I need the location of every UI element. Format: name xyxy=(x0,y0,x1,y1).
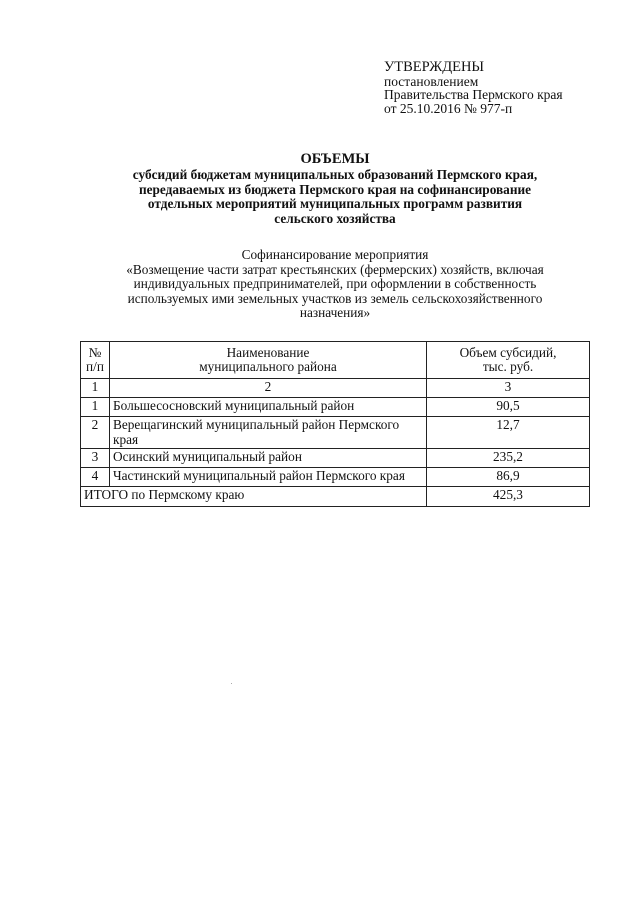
measure-description xyxy=(80,248,590,321)
measure-line: используемых ими земельных участков из земель сельскохозяйственного xyxy=(127,290,543,306)
table-total-row xyxy=(81,487,590,507)
measure-line: Софинансирование мероприятия xyxy=(241,247,429,262)
header-num-line: п/п xyxy=(86,359,104,374)
row-amount: 90,5 xyxy=(427,398,590,417)
total-amount: 425,3 xyxy=(427,487,590,507)
column-number: 3 xyxy=(427,379,590,398)
column-number: 1 xyxy=(81,379,110,398)
row-num: 2 xyxy=(81,417,110,449)
table-row xyxy=(81,449,590,468)
measure-line: назначения» xyxy=(299,305,371,320)
row-amount: 86,9 xyxy=(427,468,590,487)
approval-line: постановлением xyxy=(384,73,479,89)
header-num-line: № xyxy=(88,344,102,360)
row-num: 4 xyxy=(81,468,110,487)
table-row xyxy=(81,468,590,487)
total-label: ИТОГО по Пермскому краю xyxy=(81,487,427,507)
header-name-line: муниципального района xyxy=(199,359,337,374)
header-amount-line: тыс. руб. xyxy=(482,359,534,374)
table-row xyxy=(81,398,590,417)
approval-stamp xyxy=(384,61,563,115)
approval-heading: УТВЕРЖДЕНЫ xyxy=(384,59,485,75)
title-main: ОБЪЕМЫ xyxy=(300,151,370,167)
row-district: Осинский муниципальный район xyxy=(110,449,427,468)
row-num: 1 xyxy=(81,398,110,417)
table-header-row xyxy=(81,342,590,379)
header-num xyxy=(81,342,110,379)
subsidy-table xyxy=(80,341,590,507)
measure-line: индивидуальных предпринимателей, при оформлении в собственность xyxy=(133,276,537,291)
approval-line: Правительства Пермского края xyxy=(384,87,563,102)
title-sub-line: отдельных мероприятий муниципальных программ развития xyxy=(147,196,523,211)
header-amount-line: Объем субсидий, xyxy=(459,344,557,360)
measure-line: «Возмещение части затрат крестьянских (фермерских) хозяйств, включая xyxy=(126,261,544,277)
row-district: Верещагинский муниципальный район Пермского края xyxy=(110,417,427,449)
table-row xyxy=(81,417,590,449)
row-district: Частинский муниципальный район Пермского края xyxy=(110,468,427,487)
title-sub-line: субсидий бюджетам муниципальных образований Пермского края, xyxy=(132,167,538,182)
row-district: Большесосновский муниципальный район xyxy=(110,398,427,417)
row-amount: 12,7 xyxy=(427,417,590,449)
column-number-row xyxy=(81,379,590,398)
document-title xyxy=(80,151,590,226)
approval-date-number: от 25.10.2016 № 977-п xyxy=(384,100,513,116)
title-sub-line: сельского хозяйства xyxy=(274,210,396,226)
column-number: 2 xyxy=(110,379,427,398)
header-name-line: Наименование xyxy=(226,344,310,360)
row-amount: 235,2 xyxy=(427,449,590,468)
header-name xyxy=(110,342,427,379)
scan-speck xyxy=(231,683,232,684)
header-amount xyxy=(427,342,590,379)
title-sub-line: передаваемых из бюджета Пермского края на софинансирование xyxy=(138,181,532,197)
row-num: 3 xyxy=(81,449,110,468)
